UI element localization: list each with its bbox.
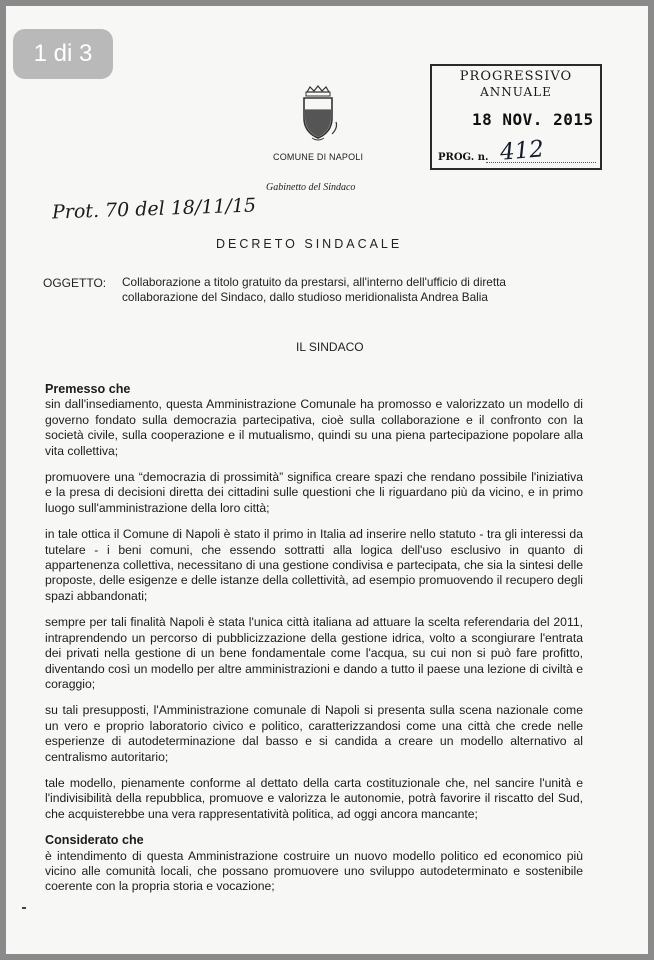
municipality-name: COMUNE DI NAPOLI <box>273 152 364 162</box>
page-indicator: 1 di 3 <box>13 29 113 79</box>
subject-label: OGGETTO: <box>43 276 107 290</box>
premesso-paragraph: sempre per tali finalità Napoli è stata l'unica città italiana ad attuare la scelta referendaria del 2011, intraprendendo un percorso di pubblicizzazione della gestione idrica, volto a scongiurare l'entrata dei privati nella gestione di un bene fondamentale come l'acqua, su cui non si può fare profitto, diventando così un modello per altre amministrazioni e dando a tutto il paese una lezione di civiltà e coraggio; <box>45 615 583 691</box>
stamp-prog-label: PROG. n. <box>438 152 489 163</box>
considerato-paragraph: è intendimento di questa Amministrazione costruire un nuovo modello politico ed economico più vicino alle comunità locali, che possano promuovere uno sviluppo autodeterminato e sostenibile coerente con la propria storia e vocazione; <box>45 848 583 894</box>
protocol-stamp <box>430 64 602 170</box>
stamp-subtitle: ANNUALE <box>480 85 552 99</box>
considerato-heading: Considerato che <box>45 833 144 848</box>
premesso-paragraph: su tali presupposti, l'Amministrazione comunale di Napoli si presenta sulla scena nazionale come un vero e proprio laboratorio civico e politico, caratterizzandosi come una città che crede nelle esperienze di autodeterminazione dal basso e si candida a creare un modello alternativo al centralismo autoritario; <box>45 703 583 764</box>
premesso-heading: Premesso che <box>45 382 131 396</box>
premesso-paragraph: promuovere una “democrazia di prossimità” significa creare spazi che rendano possibile l'iniziativa e la presa di decisioni diretta dei cittadini sulle questioni che li riguardano più da vicino, e in primo luogo sull'amministrazione della loro città; <box>45 470 583 515</box>
stamp-date: 18 NOV. 2015 <box>472 110 594 129</box>
office-name: Gabinetto del Sindaco <box>266 182 356 193</box>
premesso-paragraph: tale modello, pienamente conforme al dettato della carta costituzionale che, nel sancire l'unità e l'indivisibilità della repubblica, promuove e valorizza le autonomie, potrà favorire il riscatto del Sud, che acquisterebbe una vera rappresentatività politica, ad oggi ancora mancante; <box>45 775 583 821</box>
subject-text: Collaborazione a titolo gratuito da prestarsi, all'interno dell'ufficio di diretta collaborazione del Sindaco, dallo studioso meridionalista Andrea Balia <box>122 275 506 304</box>
decree-title: DECRETO SINDACALE <box>216 237 403 251</box>
coat-of-arms-icon <box>288 84 348 144</box>
stamp-prog-number: 412 <box>498 136 545 166</box>
page-speck <box>22 907 26 909</box>
stamp-title: PROGRESSIVO <box>459 69 573 84</box>
premesso-paragraph: in tale ottica il Comune di Napoli è stato il primo in Italia ad inserire nello statuto - tra gli interessi da tutelare - i beni comuni, che essendo sottratti alla logica dell'uso esclusivo in quanto di appartenenza collettiva, necessitano di una gestione condivisa e partecipata, che sia la sintesi delle proposte, delle esigenze e delle istanze della collettività, ad esempio promuovendo il recupero degli spazi abbandonati; <box>45 527 583 603</box>
premesso-paragraph: sin dall'insediamento, questa Amministrazione Comunale ha promosso e valorizzato un modello di governo fondato sulla democrazia partecipativa, cioè sulla collaborazione e il confronto con la società civile, sulla cooperazione e il mutualismo, quindi su una piena partecipazione popolare alla vita collettiva; <box>45 397 583 458</box>
document-body <box>45 382 583 895</box>
authority-title: IL SINDACO <box>296 340 364 354</box>
protocol-note: Prot. 70 del 18/11/15 <box>51 194 257 224</box>
